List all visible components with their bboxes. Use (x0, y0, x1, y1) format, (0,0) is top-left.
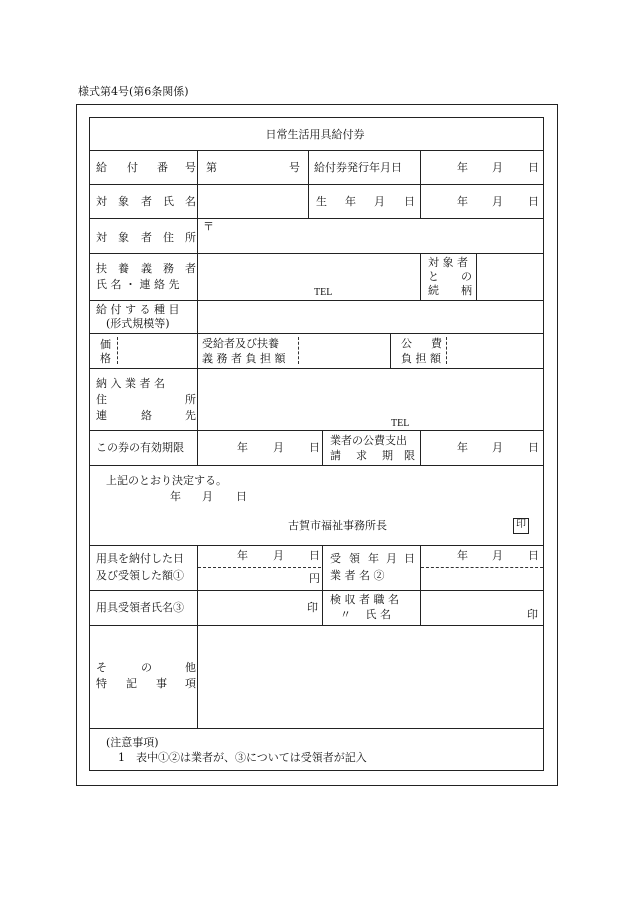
label-issue-date: 給付券発行年月日 (314, 161, 402, 174)
issuer-name: 古賀市福祉事務所長 (288, 519, 387, 532)
label-vendor-name-2: 業 者 名 ② (330, 569, 385, 582)
label-grant-number-4: 号 (185, 161, 196, 174)
claim-month: 月 (492, 441, 503, 454)
label-inspector-name: 〃 氏 名 (340, 608, 391, 621)
notes-item: 1 表中①②は業者が、③については受領者が記入 (118, 751, 367, 764)
label-grant-number-2: 付 (127, 161, 138, 174)
label-birth-1: 生 (316, 195, 327, 208)
label-price-1: 価 (100, 338, 111, 351)
decision-text: 上記のとおり決定する。 (106, 474, 227, 487)
decision-year: 年 (170, 490, 181, 503)
label-remarks-1: 特 (96, 677, 107, 690)
label-guardian-2: 養 (118, 262, 129, 275)
label-claim-deadline-2b: 求 (356, 449, 367, 462)
yen-unit: 円 (309, 572, 320, 585)
validity-month: 月 (273, 441, 284, 454)
label-remarks-2: 記 (126, 677, 137, 690)
label-item-spec: (形式規模等) (106, 317, 170, 330)
birth-year: 年 (457, 195, 468, 208)
notes-heading: (注意事項) (106, 736, 159, 749)
label-other-1: そ (96, 661, 107, 674)
birth-day: 日 (528, 195, 539, 208)
inspector-seal-mark: 印 (527, 608, 538, 621)
label-self-burden-2: 義 務 者 負 担 額 (202, 352, 286, 365)
decision-day: 日 (236, 490, 247, 503)
label-subject-name-4: 氏 (163, 195, 174, 208)
birth-month: 月 (492, 195, 503, 208)
label-receipt-date-5: 日 (404, 552, 415, 565)
number-prefix: 第 (206, 161, 217, 174)
label-guardian-5: 者 (185, 262, 196, 275)
label-receipt-date-1: 受 (330, 552, 341, 565)
label-remarks-4: 項 (185, 677, 196, 690)
label-other-3: 他 (185, 661, 196, 674)
label-claim-deadline-1: 業者の公費支出 (330, 434, 407, 447)
label-birth-3: 月 (374, 195, 385, 208)
label-subject-address-1: 対 (96, 231, 107, 244)
label-remarks-3: 事 (156, 677, 167, 690)
recipient-seal-mark: 印 (307, 601, 318, 614)
claim-day: 日 (528, 441, 539, 454)
label-item-type: 給 付 す る 種 目 (96, 303, 180, 316)
label-validity: この券の有効期限 (96, 441, 184, 454)
label-delivery-date: 用具を納付した日 (96, 552, 184, 565)
postal-mark: 〒 (203, 220, 214, 233)
number-suffix: 号 (289, 161, 300, 174)
label-birth-2: 年 (345, 195, 356, 208)
label-public-1: 公 (401, 337, 412, 350)
delivery-year: 年 (237, 549, 248, 562)
label-claim-deadline-2c: 期 (382, 449, 393, 462)
label-relation-2b: の (461, 270, 472, 283)
label-relation-2a: と (428, 270, 439, 283)
label-relation-3b: 柄 (461, 284, 472, 297)
label-receipt-date-2: 領 (349, 552, 360, 565)
label-other-2: の (141, 661, 152, 674)
receipt-month: 月 (492, 549, 503, 562)
label-subject-name-2: 象 (118, 195, 129, 208)
label-relation-3a: 続 (428, 284, 439, 297)
label-guardian-1: 扶 (96, 262, 107, 275)
label-received-amount: 及び受領した額① (96, 569, 184, 582)
label-subject-address-5: 所 (185, 231, 196, 244)
label-public-burden: 負 担 額 (401, 352, 441, 365)
decision-month: 月 (202, 490, 213, 503)
claim-year: 年 (457, 441, 468, 454)
label-recipient-name: 用具受領者氏名③ (96, 601, 184, 614)
issue-day: 日 (528, 161, 539, 174)
label-subject-name-3: 者 (141, 195, 152, 208)
issue-year: 年 (457, 161, 468, 174)
validity-day: 日 (309, 441, 320, 454)
label-receipt-date-4: 月 (386, 552, 397, 565)
label-price-2: 格 (100, 352, 111, 365)
label-subject-name-5: 名 (185, 195, 196, 208)
label-public-2: 費 (431, 337, 442, 350)
label-guardian-4: 務 (163, 262, 174, 275)
issue-month: 月 (492, 161, 503, 174)
receipt-year: 年 (457, 549, 468, 562)
label-subject-address-2: 象 (118, 231, 129, 244)
label-vendor-contact-1: 連 (96, 409, 107, 422)
label-subject-address-4: 住 (163, 231, 174, 244)
issuer-seal: 印 (513, 518, 529, 534)
label-subject-address-3: 者 (141, 231, 152, 244)
label-vendor-name: 納 入 業 者 名 (96, 377, 165, 390)
receipt-day: 日 (528, 549, 539, 562)
voucher-title: 日常生活用具給付券 (265, 128, 365, 141)
label-grant-number-1: 給 (96, 161, 107, 174)
delivery-month: 月 (273, 549, 284, 562)
label-claim-deadline-2d: 限 (404, 449, 415, 462)
label-birth-4: 日 (404, 195, 415, 208)
label-vendor-address-2: 所 (185, 393, 196, 406)
label-receipt-date-3: 年 (368, 552, 379, 565)
guardian-tel-label: TEL (314, 287, 333, 298)
validity-year: 年 (237, 441, 248, 454)
form-number: 様式第4号(第6条関係) (78, 85, 189, 98)
label-subject-name-1: 対 (96, 195, 107, 208)
label-relation-1: 対 象 者 (428, 256, 468, 269)
label-inspector-title: 検 収 者 職 名 (330, 593, 399, 606)
label-grant-number-3: 番 (157, 161, 168, 174)
label-claim-deadline-2a: 請 (330, 449, 341, 462)
label-vendor-address-1: 住 (96, 393, 107, 406)
label-guardian-3: 義 (141, 262, 152, 275)
label-vendor-contact-3: 先 (185, 409, 196, 422)
label-guardian-contact: 氏 名 ・ 連 絡 先 (96, 278, 180, 291)
label-self-burden-1: 受給者及び扶養 (202, 337, 279, 350)
label-vendor-contact-2: 絡 (141, 409, 152, 422)
delivery-day: 日 (309, 549, 320, 562)
vendor-tel-label: TEL (391, 418, 410, 429)
